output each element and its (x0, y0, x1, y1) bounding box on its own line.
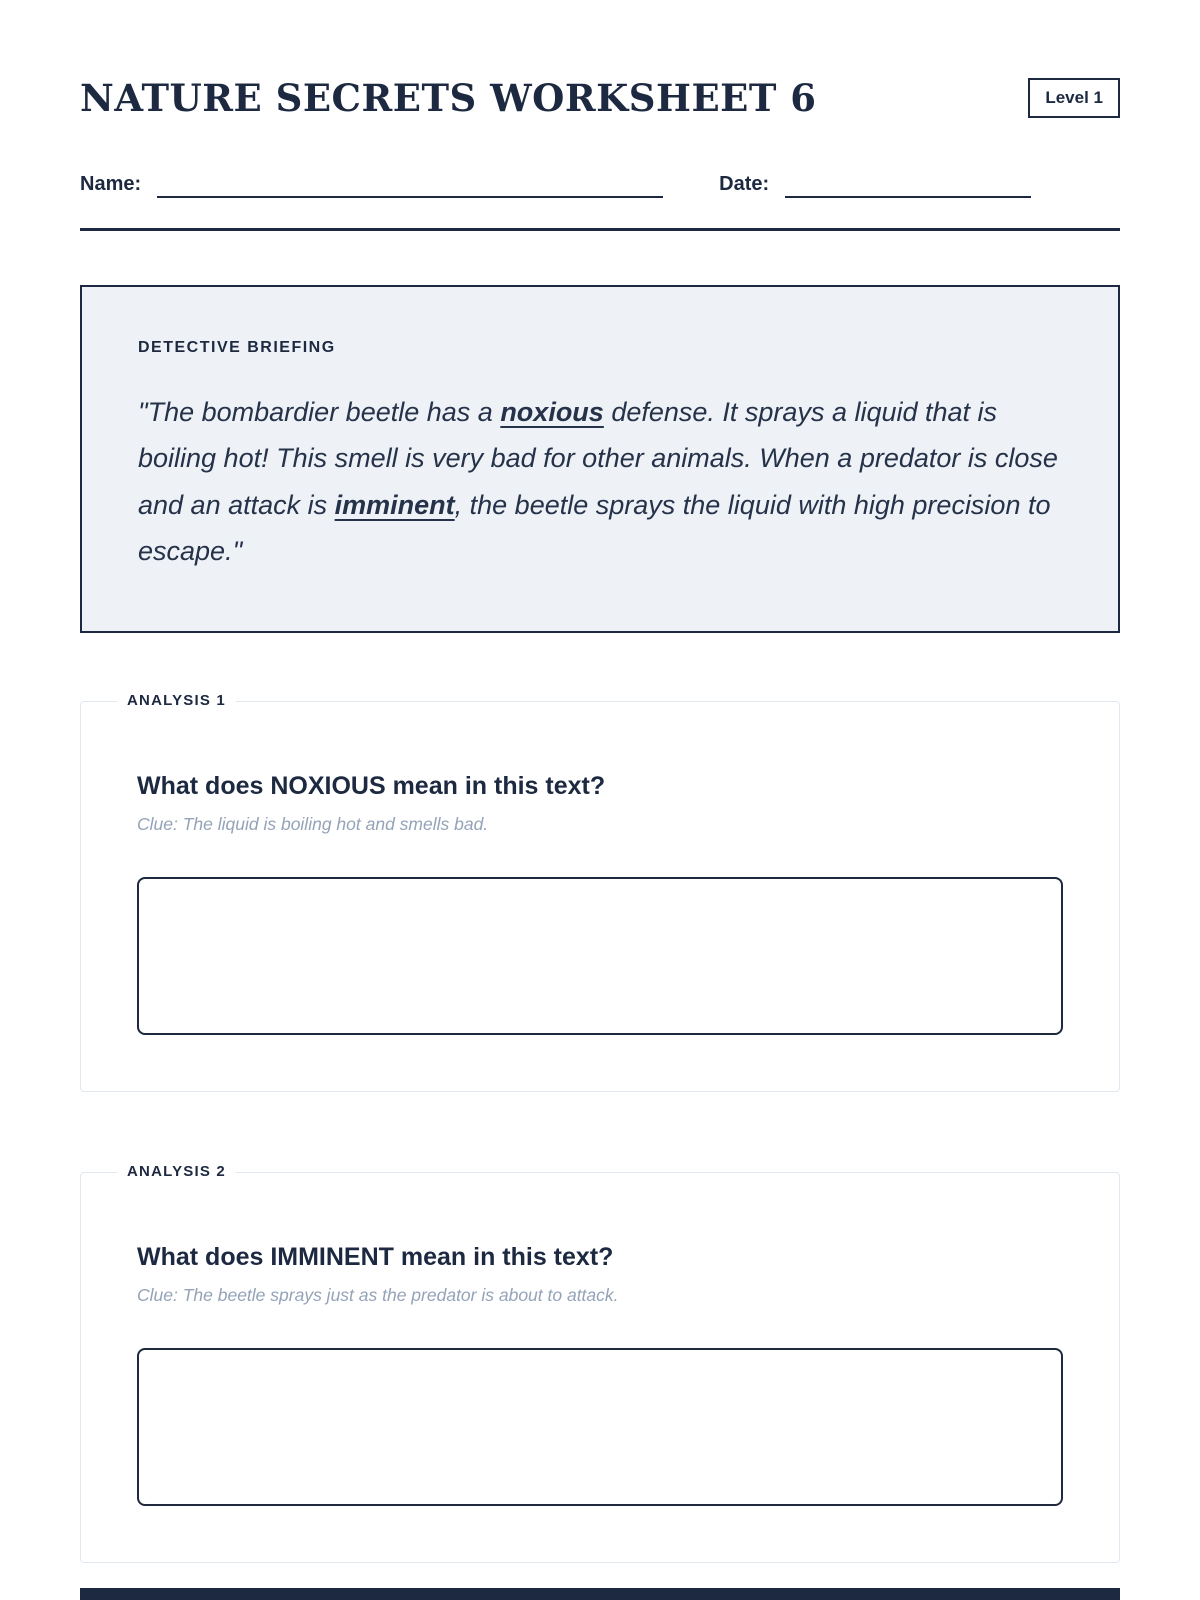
analysis-1-answer-input[interactable] (137, 877, 1063, 1035)
analysis-1-label: ANALYSIS 1 (117, 692, 236, 709)
detective-briefing-box (80, 285, 1120, 633)
date-input[interactable] (785, 170, 1031, 198)
analysis-2-clue: Clue: The beetle sprays just as the predator is about to attack. (137, 1284, 619, 1305)
header-divider (80, 228, 1120, 231)
analysis-1-section (80, 691, 1120, 1092)
level-badge: Level 1 (1028, 78, 1120, 118)
analysis-2-section (80, 1162, 1120, 1563)
page-title: NATURE SECRETS WORKSHEET 6 (80, 76, 817, 120)
analysis-1-clue: Clue: The liquid is boiling hot and smells bad. (137, 813, 489, 834)
date-label: Date: (719, 173, 770, 195)
analysis-2-answer-input[interactable] (137, 1348, 1063, 1506)
analysis-2-question: What does IMMINENT mean in this text? (137, 1242, 614, 1271)
briefing-label: DETECTIVE BRIEFING (138, 339, 336, 356)
briefing-text: "The bombardier beetle has a noxious defense. It sprays a liquid that is boiling hot! This smell is very bad for other animals. When a predator is close and an attack is imminent, the beetle sprays the liquid with high precision to escape." (138, 397, 1058, 567)
name-label: Name: (80, 173, 142, 195)
analysis-2-label: ANALYSIS 2 (117, 1163, 236, 1180)
header (80, 76, 1120, 120)
name-input[interactable] (157, 170, 663, 198)
analysis-1-question: What does NOXIOUS mean in this text? (137, 771, 606, 800)
name-date-row (80, 170, 1120, 198)
footer-bar (80, 1588, 1120, 1600)
